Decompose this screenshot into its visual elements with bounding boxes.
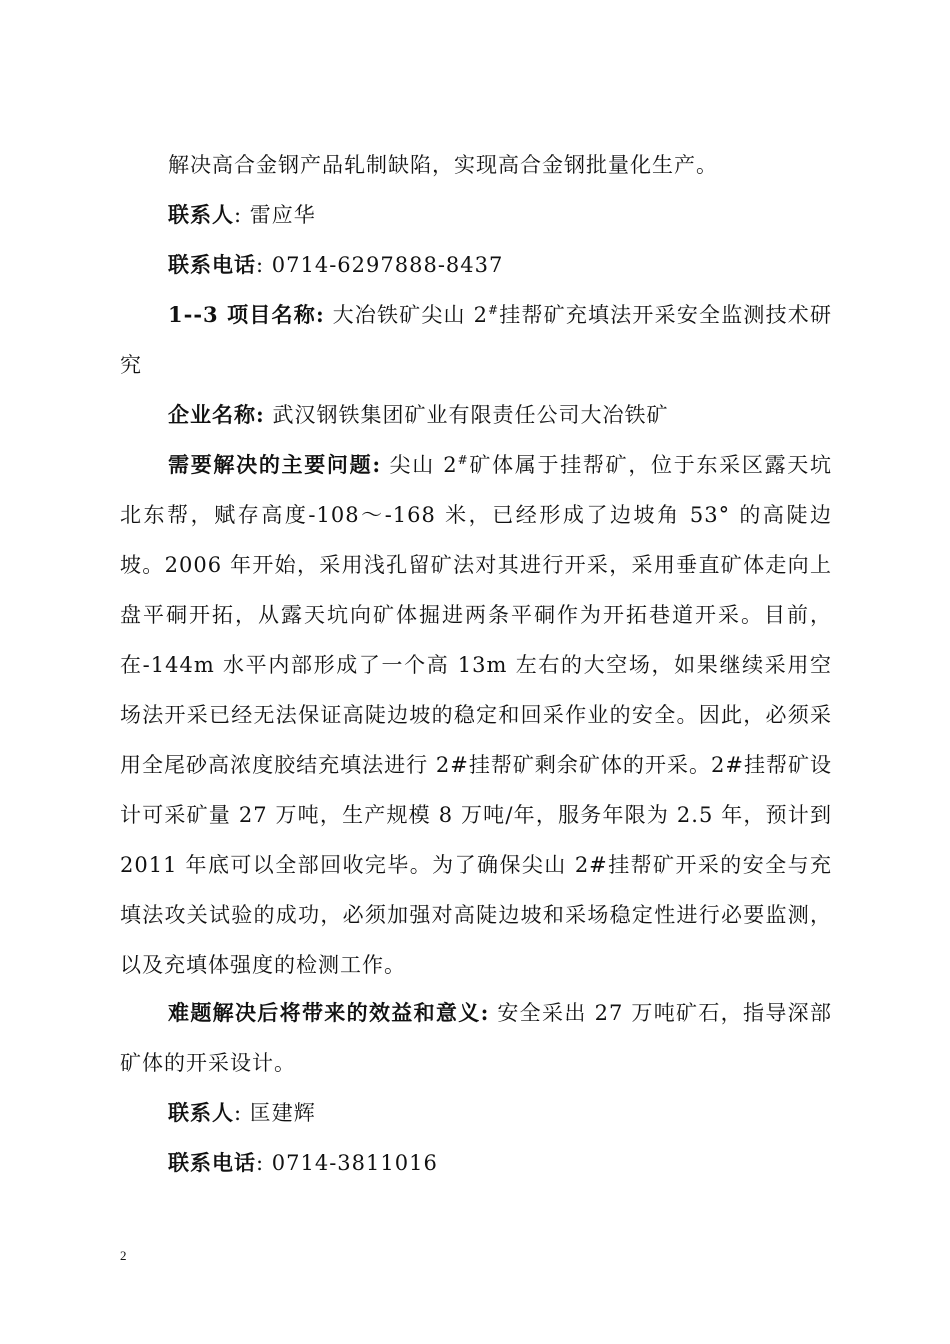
contact-1-colon: : xyxy=(234,203,243,227)
contact-2-value: 匡建辉 xyxy=(249,1101,316,1125)
problem-sup: # xyxy=(457,453,469,467)
phone-2-value: 0714-3811016 xyxy=(271,1151,438,1175)
enterprise-value: 武汉钢铁集团矿业有限责任公司大冶铁矿 xyxy=(272,403,669,427)
problem-body: 矿体属于挂帮矿，位于东采区露天坑北东帮，赋存高度-108～-168 米，已经形成了边坡角 53° 的高陡边坡。2006 年开始，采用浅孔留矿法对其进行开采，采用垂直矿体走向上盘平硐开拓，从露天坑向矿体掘进两条平硐作为开拓巷道开采。目前，在-144m 水平内部形成了一个高 13m 左右的大空场，如果继续采用空场法开采已经无法保证高陡边坡的稳定和回采作业的安全。因此，必须采用全尾砂高浓度胶结充填法进行 2#挂帮矿剩余矿体的开采。2#挂帮矿设计可采矿量 27 万吨，生产规模 8 万吨/年，服务年限为 2.5 年，预计到 2011 年底可以全部回收完毕。为了确保尖山 2#挂帮矿开采的安全与充填法攻关试验的成功，必须加强对高陡边坡和采场稳定性进行必要监测，以及充填体强度的检测工作。 xyxy=(120,453,832,977)
benefit-paragraph xyxy=(120,988,832,1088)
benefit-value: 安全采出 27 万吨矿石，指导深部矿体的开采设计。 xyxy=(120,1001,832,1075)
phone-1-value: 0714-6297888-8437 xyxy=(271,253,504,277)
phone-2-label: 联系电话 xyxy=(168,1150,256,1175)
contact-1-label: 联系人 xyxy=(168,202,234,227)
problem-paragraph xyxy=(120,440,832,990)
contact-1-value: 雷应华 xyxy=(249,203,316,227)
top-text: 解决高合金钢产品轧制缺陷，实现高合金钢批量化生产。 xyxy=(168,153,718,177)
top-line xyxy=(120,140,832,190)
contact-2-label: 联系人 xyxy=(168,1100,234,1125)
page-number: 2 xyxy=(120,1248,127,1263)
contact-2 xyxy=(120,1088,832,1138)
phone-1-label: 联系电话 xyxy=(168,252,256,277)
project-value-post: 挂帮矿充填法开采安全监测技术研究 xyxy=(120,303,832,377)
contact-2-colon: : xyxy=(234,1101,243,1125)
problem-pre: 尖山 2 xyxy=(389,453,458,477)
enterprise xyxy=(120,390,832,440)
problem-label: 需要解决的主要问题: xyxy=(168,452,382,477)
benefit-label: 难题解决后将带来的效益和意义: xyxy=(168,1000,490,1025)
enterprise-label: 企业名称: xyxy=(168,402,265,427)
project-value-pre: 大冶铁矿尖山 2 xyxy=(332,303,488,327)
project-title xyxy=(120,290,832,390)
phone-1-colon: : xyxy=(256,253,265,277)
project-sup: # xyxy=(488,303,500,317)
phone-2-colon: : xyxy=(256,1151,265,1175)
project-label: 1--3 项目名称: xyxy=(168,302,325,327)
phone-1 xyxy=(120,240,832,290)
contact-1 xyxy=(120,190,832,240)
phone-2 xyxy=(120,1138,832,1188)
